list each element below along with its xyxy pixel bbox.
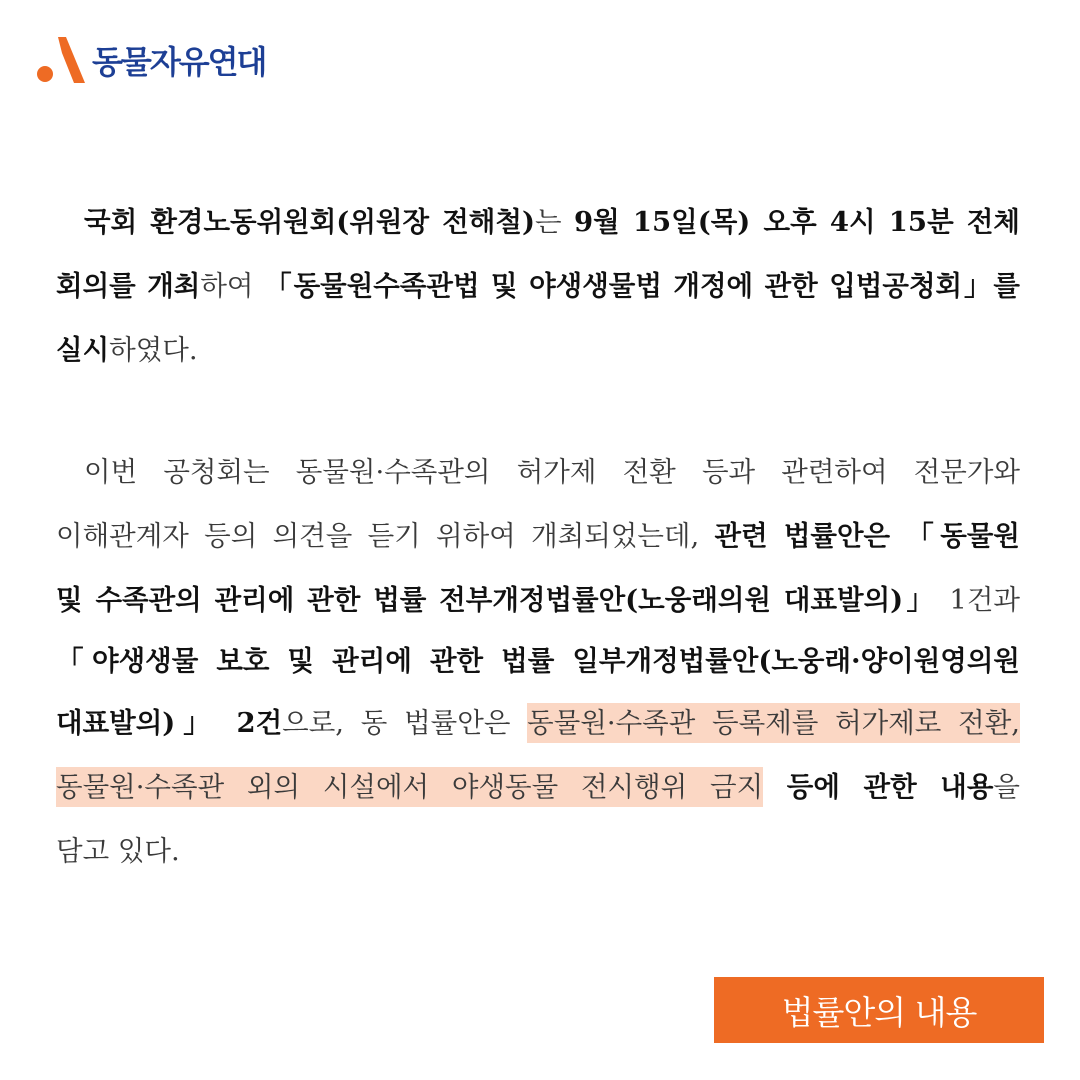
p2-line-5: 대표발의)」 2건으로, 동 법률안은 동물원·수족관 등록제를 허가제로 전환, [56, 698, 1020, 748]
p1-line-1: 국회 환경노동위원회(위원장 전해철)는 9월 15일(목) 오후 4시 15분 전체 [84, 206, 1020, 238]
p2-line-7: 담고 있다. [56, 835, 180, 867]
p2-line-4: 「야생생물 보호 및 관리에 관한 법률 일부개정법률안(노웅래·양이원영의원 [56, 645, 1020, 677]
p2-line-2: 이해관계자 등의 의견을 듣기 위하여 개최되었는데, 관련 법률안은 「동물원 [56, 520, 1020, 552]
p1-line-3: 실시하였다. [56, 334, 198, 366]
p2-line-1: 이번 공청회는 동물원·수족관의 허가제 전환 등과 관련하여 전문가와 [84, 456, 1020, 488]
brand-triangle-icon [36, 35, 86, 85]
p2-line-6: 동물원·수족관 외의 시설에서 야생동물 전시행위 금지 등에 관한 내용을 [56, 762, 1020, 812]
highlight-2: 동물원·수족관 외의 시설에서 야생동물 전시행위 금지 [56, 767, 763, 807]
p2-line-3: 및 수족관의 관리에 관한 법률 전부개정법률안(노웅래의원 대표발의)」 1건과 [56, 584, 1020, 616]
highlight-1: 동물원·수족관 등록제를 허가제로 전환, [527, 703, 1020, 743]
brand-logo [36, 34, 265, 86]
section-label: 법률안의 내용 [714, 977, 1044, 1043]
brand-name: 동물자유연대 [92, 43, 266, 81]
p1-line-2: 회의를 개최하여 「동물원수족관법 및 야생생물법 개정에 관한 입법공청회」를 [56, 270, 1020, 302]
